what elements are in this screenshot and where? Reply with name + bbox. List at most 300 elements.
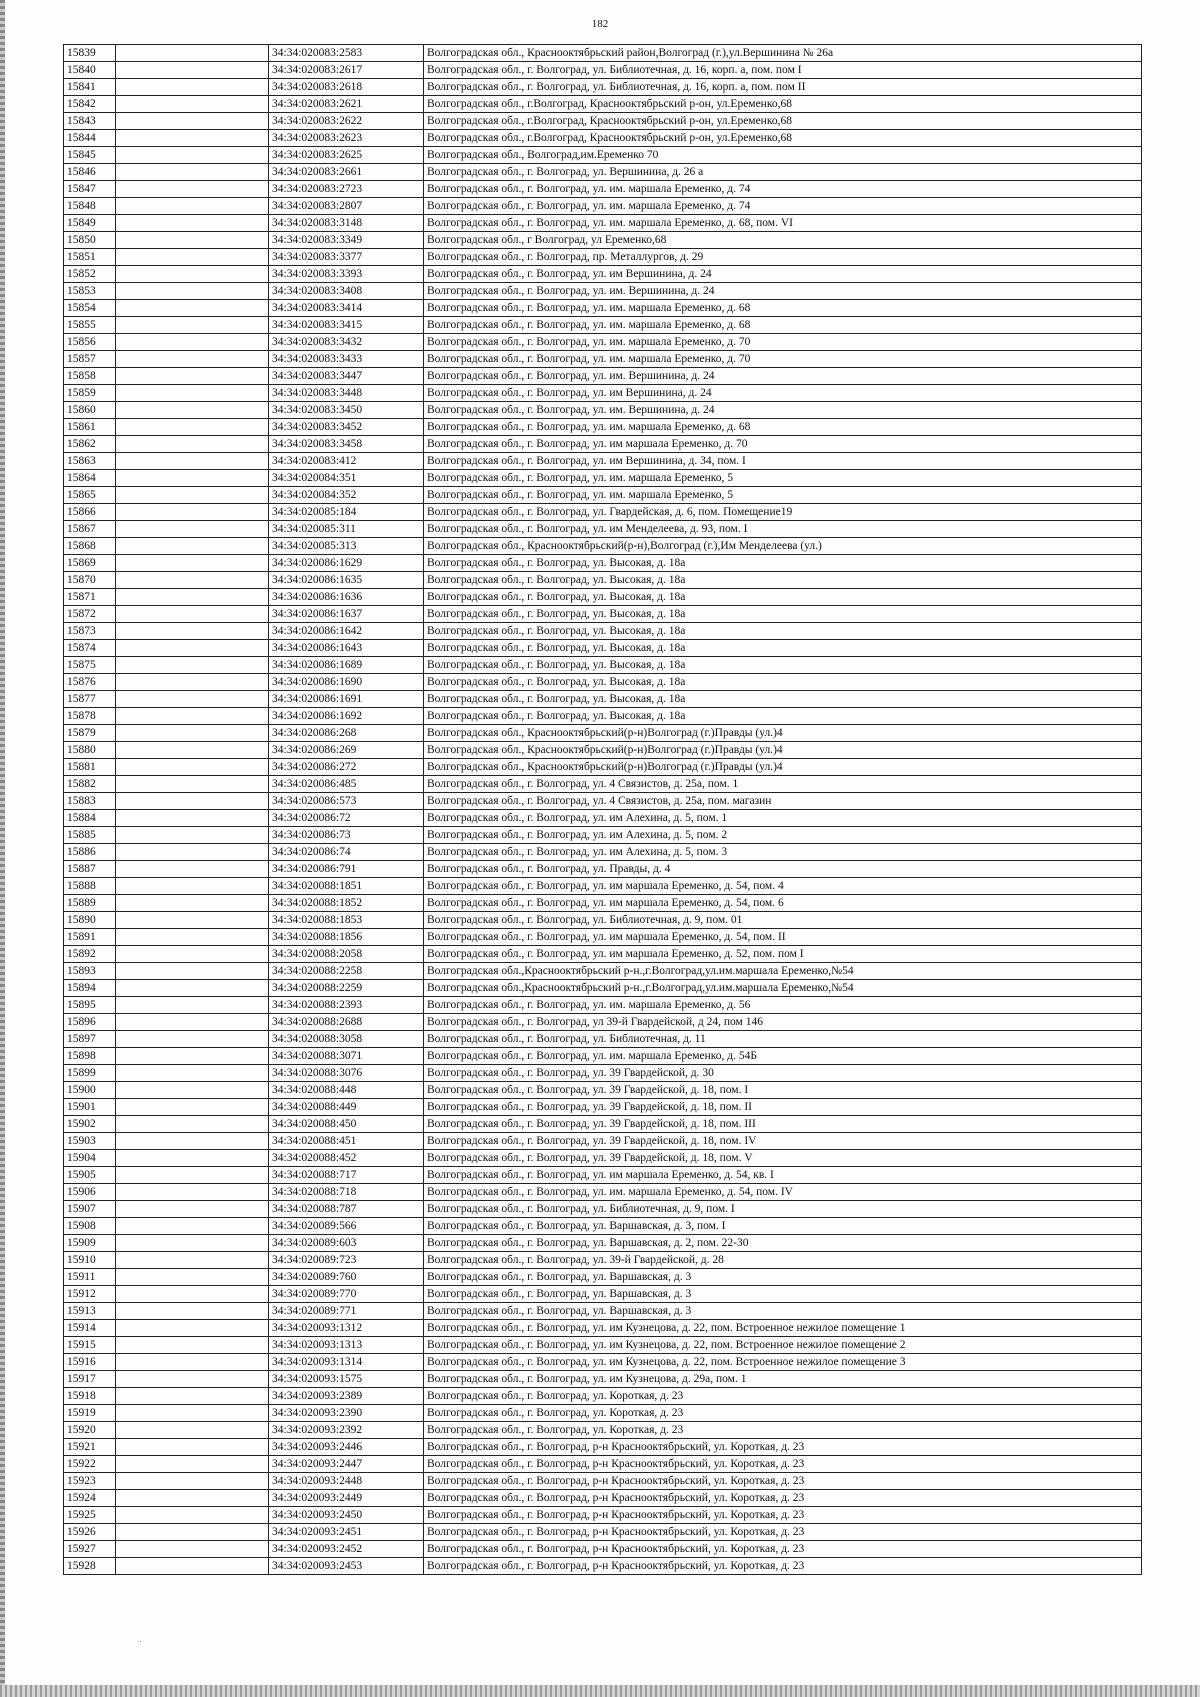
table-row	[64, 1048, 1142, 1065]
empty-cell	[116, 844, 269, 861]
table-row	[64, 640, 1142, 657]
row-number-cell: 15855	[64, 317, 116, 334]
empty-cell	[116, 470, 269, 487]
cadastral-number-cell: 34:34:020088:2259	[269, 980, 424, 997]
cadastral-number-cell: 34:34:020086:1689	[269, 657, 424, 674]
row-number-cell: 15858	[64, 368, 116, 385]
table-row	[64, 691, 1142, 708]
table-row	[64, 1303, 1142, 1320]
address-cell: Волгоградская обл., Краснооктябрьский(р-н)Волгоград (г.)Правды (ул.)4	[424, 759, 1142, 776]
row-number-cell: 15886	[64, 844, 116, 861]
address-cell: Волгоградская обл., г. Волгоград, р-н Краснооктябрьский, ул. Короткая, д. 23	[424, 1541, 1142, 1558]
row-number-cell: 15852	[64, 266, 116, 283]
cadastral-number-cell: 34:34:020088:3071	[269, 1048, 424, 1065]
table-row	[64, 1388, 1142, 1405]
table-row	[64, 249, 1142, 266]
address-cell: Волгоградская обл., г. Волгоград, р-н Краснооктябрьский, ул. Короткая, д. 23	[424, 1490, 1142, 1507]
empty-cell	[116, 113, 269, 130]
address-cell: Волгоградская обл., г. Волгоград, ул. 39 Гвардейской, д. 18, пом. IV	[424, 1133, 1142, 1150]
table-row	[64, 1507, 1142, 1524]
empty-cell	[116, 181, 269, 198]
address-cell: Волгоградская обл., г. Волгоград, ул. им маршала Еременко, д. 54, пом. 4	[424, 878, 1142, 895]
row-number-cell: 15909	[64, 1235, 116, 1252]
address-cell: Волгоградская обл., г. Волгоград, ул. Варшавская, д. 3	[424, 1303, 1142, 1320]
row-number-cell: 15863	[64, 453, 116, 470]
row-number-cell: 15924	[64, 1490, 116, 1507]
row-number-cell: 15861	[64, 419, 116, 436]
address-cell: Волгоградская обл., г. Волгоград, ул. им. маршала Еременко, 5	[424, 487, 1142, 504]
row-number-cell: 15883	[64, 793, 116, 810]
row-number-cell: 15922	[64, 1456, 116, 1473]
address-cell: Волгоградская обл., г. Волгоград, ул. им Кузнецова, д. 22, пом. Встроенное нежилое помещение 3	[424, 1354, 1142, 1371]
table-row	[64, 487, 1142, 504]
table-row	[64, 1218, 1142, 1235]
cadastral-number-cell: 34:34:020083:2621	[269, 96, 424, 113]
address-cell: Волгоградская обл., г. Волгоград, ул. им Кузнецова, д. 22, пом. Встроенное нежилое помещение 1	[424, 1320, 1142, 1337]
cadastral-number-cell: 34:34:020086:1629	[269, 555, 424, 572]
address-cell: Волгоградская обл., г. Волгоград, ул. им. Вершинина, д. 24	[424, 283, 1142, 300]
row-number-cell: 15912	[64, 1286, 116, 1303]
address-cell: Волгоградская обл., г. Волгоград, ул. им. Вершинина, д. 24	[424, 402, 1142, 419]
row-number-cell: 15864	[64, 470, 116, 487]
empty-cell	[116, 776, 269, 793]
cadastral-number-cell: 34:34:020083:3452	[269, 419, 424, 436]
row-number-cell: 15867	[64, 521, 116, 538]
empty-cell	[116, 300, 269, 317]
empty-cell	[116, 963, 269, 980]
row-number-cell: 15844	[64, 130, 116, 147]
empty-cell	[116, 1405, 269, 1422]
cadastral-number-cell: 34:34:020093:2449	[269, 1490, 424, 1507]
address-cell: Волгоградская обл., г. Волгоград, ул. им. маршала Еременко, д. 68	[424, 300, 1142, 317]
row-number-cell: 15919	[64, 1405, 116, 1422]
address-cell: Волгоградская обл., г. Волгоград, ул. Высокая, д. 18а	[424, 555, 1142, 572]
row-number-cell: 15845	[64, 147, 116, 164]
cadastral-number-cell: 34:34:020086:573	[269, 793, 424, 810]
cadastral-number-cell: 34:34:020083:3433	[269, 351, 424, 368]
row-number-cell: 15857	[64, 351, 116, 368]
empty-cell	[116, 640, 269, 657]
cadastral-number-cell: 34:34:020088:3058	[269, 1031, 424, 1048]
address-cell: Волгоградская обл., г. Волгоград, ул. Высокая, д. 18а	[424, 691, 1142, 708]
row-number-cell: 15906	[64, 1184, 116, 1201]
cadastral-number-cell: 34:34:020088:449	[269, 1099, 424, 1116]
table-row	[64, 963, 1142, 980]
row-number-cell: 15878	[64, 708, 116, 725]
cadastral-number-cell: 34:34:020086:1637	[269, 606, 424, 623]
cadastral-number-cell: 34:34:020089:770	[269, 1286, 424, 1303]
cadastral-number-cell: 34:34:020093:1575	[269, 1371, 424, 1388]
address-cell: Волгоградская обл., г. Волгоград, ул. им. маршала Еременко, д. 68	[424, 419, 1142, 436]
empty-cell	[116, 742, 269, 759]
empty-cell	[116, 317, 269, 334]
cadastral-number-cell: 34:34:020088:717	[269, 1167, 424, 1184]
address-cell: Волгоградская обл., г. Волгоград, ул. им. маршала Еременко, 5	[424, 470, 1142, 487]
address-cell: Волгоградская обл., г. Волгоград, ул. Высокая, д. 18а	[424, 623, 1142, 640]
table-row	[64, 453, 1142, 470]
empty-cell	[116, 657, 269, 674]
cadastral-number-cell: 34:34:020083:3415	[269, 317, 424, 334]
cadastral-number-cell: 34:34:020083:3448	[269, 385, 424, 402]
row-number-cell: 15870	[64, 572, 116, 589]
address-cell: Волгоградская обл., г. Волгоград, ул. Варшавская, д. 2, пом. 22-30	[424, 1235, 1142, 1252]
row-number-cell: 15860	[64, 402, 116, 419]
table-row	[64, 368, 1142, 385]
table-row	[64, 1065, 1142, 1082]
row-number-cell: 15846	[64, 164, 116, 181]
table-row	[64, 1099, 1142, 1116]
address-cell: Волгоградская обл., г. Волгоград, ул. им маршала Еременко, д. 52, пом. пом I	[424, 946, 1142, 963]
table-row	[64, 1286, 1142, 1303]
row-number-cell: 15877	[64, 691, 116, 708]
row-number-cell: 15854	[64, 300, 116, 317]
address-cell: Волгоградская обл., г. Волгоград, ул 39-й Гвардейской, д 24, пом 146	[424, 1014, 1142, 1031]
address-cell: Волгоградская обл., г. Волгоград, ул. 4 Связистов, д. 25а, пом. 1	[424, 776, 1142, 793]
table-row	[64, 827, 1142, 844]
address-cell: Волгоградская обл., г. Волгоград, ул. им Кузнецова, д. 22, пом. Встроенное нежилое помещение 2	[424, 1337, 1142, 1354]
cadastral-number-cell: 34:34:020086:1635	[269, 572, 424, 589]
address-cell: Волгоградская обл., г. Волгоград, ул. Вершинина, д. 26 а	[424, 164, 1142, 181]
table-row	[64, 1405, 1142, 1422]
row-number-cell: 15841	[64, 79, 116, 96]
cadastral-number-cell: 34:34:020086:1691	[269, 691, 424, 708]
empty-cell	[116, 1031, 269, 1048]
cadastral-number-cell: 34:34:020088:1856	[269, 929, 424, 946]
address-cell: Волгоградская обл., г. Волгоград, ул. им Вершинина, д. 24	[424, 385, 1142, 402]
scan-bottom-edge	[0, 1685, 1200, 1697]
table-row	[64, 198, 1142, 215]
address-cell: Волгоградская обл., г.Волгоград, Краснооктябрьский р-он, ул.Еременко,68	[424, 96, 1142, 113]
cadastral-number-cell: 34:34:020088:1851	[269, 878, 424, 895]
empty-cell	[116, 572, 269, 589]
address-cell: Волгоградская обл., г. Волгоград, ул. им Вершинина, д. 24	[424, 266, 1142, 283]
table-row	[64, 1422, 1142, 1439]
empty-cell	[116, 674, 269, 691]
table-row	[64, 861, 1142, 878]
cadastral-number-cell: 34:34:020093:2451	[269, 1524, 424, 1541]
empty-cell	[116, 1048, 269, 1065]
row-number-cell: 15872	[64, 606, 116, 623]
cadastral-number-cell: 34:34:020088:1853	[269, 912, 424, 929]
row-number-cell: 15873	[64, 623, 116, 640]
empty-cell	[116, 827, 269, 844]
empty-cell	[116, 1303, 269, 1320]
address-cell: Волгоградская обл., г. Волгоград, ул. им маршала Еременко, д. 54, кв. I	[424, 1167, 1142, 1184]
cadastral-number-cell: 34:34:020086:269	[269, 742, 424, 759]
row-number-cell: 15920	[64, 1422, 116, 1439]
cadastral-number-cell: 34:34:020093:2447	[269, 1456, 424, 1473]
table-row	[64, 266, 1142, 283]
empty-cell	[116, 1354, 269, 1371]
cadastral-number-cell: 34:34:020083:3450	[269, 402, 424, 419]
table-row	[64, 504, 1142, 521]
table-row	[64, 1320, 1142, 1337]
empty-cell	[116, 929, 269, 946]
cadastral-number-cell: 34:34:020083:2625	[269, 147, 424, 164]
empty-cell	[116, 708, 269, 725]
empty-cell	[116, 1099, 269, 1116]
table-row	[64, 1524, 1142, 1541]
cadastral-number-cell: 34:34:020086:1690	[269, 674, 424, 691]
table-row	[64, 1167, 1142, 1184]
address-cell: Волгоградская обл., г. Волгоград, ул. Высокая, д. 18а	[424, 589, 1142, 606]
cadastral-number-cell: 34:34:020083:3432	[269, 334, 424, 351]
table-row	[64, 946, 1142, 963]
cadastral-number-cell: 34:34:020086:1642	[269, 623, 424, 640]
table-row	[64, 45, 1142, 62]
row-number-cell: 15911	[64, 1269, 116, 1286]
row-number-cell: 15892	[64, 946, 116, 963]
empty-cell	[116, 1286, 269, 1303]
row-number-cell: 15888	[64, 878, 116, 895]
cadastral-number-cell: 34:34:020086:1692	[269, 708, 424, 725]
cadastral-number-cell: 34:34:020088:1852	[269, 895, 424, 912]
cadastral-number-cell: 34:34:020088:2058	[269, 946, 424, 963]
table-row	[64, 130, 1142, 147]
empty-cell	[116, 1014, 269, 1031]
row-number-cell: 15881	[64, 759, 116, 776]
address-cell: Волгоградская обл., Волгоград,им.Еременко 70	[424, 147, 1142, 164]
address-cell: Волгоградская обл., г. Волгоград, р-н Краснооктябрьский, ул. Короткая, д. 23	[424, 1524, 1142, 1541]
empty-cell	[116, 980, 269, 997]
cadastral-number-cell: 34:34:020088:787	[269, 1201, 424, 1218]
cadastral-number-cell: 34:34:020083:2618	[269, 79, 424, 96]
cadastral-number-cell: 34:34:020088:452	[269, 1150, 424, 1167]
table-row	[64, 1116, 1142, 1133]
address-cell: Волгоградская обл., г. Волгоград, ул. Варшавская, д. 3	[424, 1286, 1142, 1303]
table-row	[64, 708, 1142, 725]
cadastral-number-cell: 34:34:020083:3377	[269, 249, 424, 266]
row-number-cell: 15862	[64, 436, 116, 453]
empty-cell	[116, 912, 269, 929]
empty-cell	[116, 1558, 269, 1575]
address-cell: Волгоградская обл., г. Волгоград, ул. им. маршала Еременко, д. 74	[424, 198, 1142, 215]
table-row	[64, 980, 1142, 997]
row-number-cell: 15847	[64, 181, 116, 198]
table-row	[64, 844, 1142, 861]
table-row	[64, 793, 1142, 810]
address-cell: Волгоградская обл., г. Волгоград, ул. 4 Связистов, д. 25а, пом. магазин	[424, 793, 1142, 810]
cadastral-number-cell: 34:34:020093:2450	[269, 1507, 424, 1524]
row-number-cell: 15917	[64, 1371, 116, 1388]
empty-cell	[116, 1456, 269, 1473]
table-row	[64, 623, 1142, 640]
empty-cell	[116, 45, 269, 62]
address-cell: Волгоградская обл., г. Волгоград, ул. Высокая, д. 18а	[424, 674, 1142, 691]
cadastral-number-cell: 34:34:020085:311	[269, 521, 424, 538]
cadastral-number-cell: 34:34:020086:1636	[269, 589, 424, 606]
row-number-cell: 15899	[64, 1065, 116, 1082]
table-row	[64, 385, 1142, 402]
cadastral-number-cell: 34:34:020093:2389	[269, 1388, 424, 1405]
address-cell: Волгоградская обл., г. Волгоград, ул. им Кузнецова, д. 29а, пом. 1	[424, 1371, 1142, 1388]
address-cell: Волгоградская обл., Краснооктябрьский(р-н)Волгоград (г.)Правды (ул.)4	[424, 725, 1142, 742]
empty-cell	[116, 1371, 269, 1388]
empty-cell	[116, 725, 269, 742]
cadastral-number-cell: 34:34:020083:3447	[269, 368, 424, 385]
empty-cell	[116, 521, 269, 538]
table-row	[64, 232, 1142, 249]
table-row	[64, 1354, 1142, 1371]
cadastral-number-cell: 34:34:020086:791	[269, 861, 424, 878]
empty-cell	[116, 878, 269, 895]
row-number-cell: 15869	[64, 555, 116, 572]
empty-cell	[116, 1524, 269, 1541]
table-row	[64, 997, 1142, 1014]
address-cell: Волгоградская обл., г. Волгоград, ул. Гвардейская, д. 6, пом. Помещение19	[424, 504, 1142, 521]
empty-cell	[116, 1252, 269, 1269]
row-number-cell: 15905	[64, 1167, 116, 1184]
cadastral-number-cell: 34:34:020088:2688	[269, 1014, 424, 1031]
empty-cell	[116, 1184, 269, 1201]
address-cell: Волгоградская обл., г. Волгоград, ул. им Алехина, д. 5, пом. 1	[424, 810, 1142, 827]
scan-left-edge	[0, 0, 5, 1697]
empty-cell	[116, 130, 269, 147]
row-number-cell: 15918	[64, 1388, 116, 1405]
address-cell: Волгоградская обл., г. Волгоград, ул. им маршала Еременко, д. 54, пом. 6	[424, 895, 1142, 912]
table-row	[64, 810, 1142, 827]
row-number-cell: 15865	[64, 487, 116, 504]
address-cell: Волгоградская обл., Краснооктябрьский район,Волгоград (г.),ул.Вершинина № 26а	[424, 45, 1142, 62]
empty-cell	[116, 1337, 269, 1354]
empty-cell	[116, 1133, 269, 1150]
cadastral-number-cell: 34:34:020083:412	[269, 453, 424, 470]
row-number-cell: 15879	[64, 725, 116, 742]
table-row	[64, 1371, 1142, 1388]
cadastral-number-cell: 34:34:020084:351	[269, 470, 424, 487]
cadastral-number-cell: 34:34:020086:1643	[269, 640, 424, 657]
empty-cell	[116, 385, 269, 402]
cadastral-number-cell: 34:34:020086:485	[269, 776, 424, 793]
row-number-cell: 15853	[64, 283, 116, 300]
cadastral-number-cell: 34:34:020083:3414	[269, 300, 424, 317]
cadastral-number-cell: 34:34:020089:566	[269, 1218, 424, 1235]
empty-cell	[116, 1541, 269, 1558]
empty-cell	[116, 1269, 269, 1286]
address-cell: Волгоградская обл., г Волгоград, ул Еременко,68	[424, 232, 1142, 249]
row-number-cell: 15868	[64, 538, 116, 555]
cadastral-number-cell: 34:34:020086:272	[269, 759, 424, 776]
empty-cell	[116, 368, 269, 385]
row-number-cell: 15859	[64, 385, 116, 402]
cadastral-number-cell: 34:34:020088:3076	[269, 1065, 424, 1082]
address-cell: Волгоградская обл., г. Волгоград, ул. 39 Гвардейской, д. 30	[424, 1065, 1142, 1082]
row-number-cell: 15913	[64, 1303, 116, 1320]
empty-cell	[116, 759, 269, 776]
address-cell: Волгоградская обл., Краснооктябрьский(р-н)Волгоград (г.)Правды (ул.)4	[424, 742, 1142, 759]
address-cell: Волгоградская обл., г. Волгоград, р-н Краснооктябрьский, ул. Короткая, д. 23	[424, 1473, 1142, 1490]
row-number-cell: 15900	[64, 1082, 116, 1099]
row-number-cell: 15866	[64, 504, 116, 521]
empty-cell	[116, 198, 269, 215]
address-cell: Волгоградская обл., г. Волгоград, р-н Краснооктябрьский, ул. Короткая, д. 23	[424, 1439, 1142, 1456]
address-cell: Волгоградская обл., г. Волгоград, ул. Библиотечная, д. 16, корп. а, пом. пом II	[424, 79, 1142, 96]
empty-cell	[116, 1439, 269, 1456]
table-row	[64, 929, 1142, 946]
address-cell: Волгоградская обл., г. Волгоград, ул. 39 Гвардейской, д. 18, пом. II	[424, 1099, 1142, 1116]
cadastral-number-cell: 34:34:020089:771	[269, 1303, 424, 1320]
address-cell: Волгоградская обл., г. Волгоград, ул. 39 Гвардейской, д. 18, пом. III	[424, 1116, 1142, 1133]
cadastral-number-cell: 34:34:020084:352	[269, 487, 424, 504]
row-number-cell: 15927	[64, 1541, 116, 1558]
scan-speck	[140, 1641, 141, 1642]
address-cell: Волгоградская обл., г. Волгоград, пр. Металлургов, д. 29	[424, 249, 1142, 266]
empty-cell	[116, 266, 269, 283]
row-number-cell: 15893	[64, 963, 116, 980]
row-number-cell: 15876	[64, 674, 116, 691]
row-number-cell: 15897	[64, 1031, 116, 1048]
row-number-cell: 15889	[64, 895, 116, 912]
page-number: 182	[591, 18, 609, 30]
cadastral-number-cell: 34:34:020083:3148	[269, 215, 424, 232]
row-number-cell: 15907	[64, 1201, 116, 1218]
address-cell: Волгоградская обл., г. Волгоград, ул. им маршала Еременко, д. 70	[424, 436, 1142, 453]
address-cell: Волгоградская обл., г. Волгоград, ул. Варшавская, д. 3, пом. I	[424, 1218, 1142, 1235]
table-row	[64, 300, 1142, 317]
address-cell: Волгоградская обл., г. Волгоград, ул. Короткая, д. 23	[424, 1422, 1142, 1439]
empty-cell	[116, 861, 269, 878]
address-cell: Волгоградская обл., г. Волгоград, ул. им. маршала Еременко, д. 68	[424, 317, 1142, 334]
table-row	[64, 1490, 1142, 1507]
address-cell: Волгоградская обл., г. Волгоград, ул. им. маршала Еременко, д. 70	[424, 351, 1142, 368]
address-cell: Волгоградская обл., г. Волгоград, ул. им Вершинина, д. 34, пом. I	[424, 453, 1142, 470]
empty-cell	[116, 283, 269, 300]
cadastral-number-cell: 34:34:020093:2446	[269, 1439, 424, 1456]
empty-cell	[116, 1167, 269, 1184]
row-number-cell: 15895	[64, 997, 116, 1014]
empty-cell	[116, 1422, 269, 1439]
row-number-cell: 15884	[64, 810, 116, 827]
cadastral-number-cell: 34:34:020083:3458	[269, 436, 424, 453]
empty-cell	[116, 402, 269, 419]
address-cell: Волгоградская обл., г.Волгоград, Краснооктябрьский р-он, ул.Еременко,68	[424, 130, 1142, 147]
cadastral-number-cell: 34:34:020085:184	[269, 504, 424, 521]
table-row	[64, 878, 1142, 895]
address-cell: Волгоградская обл., г. Волгоград, р-н Краснооктябрьский, ул. Короткая, д. 23	[424, 1456, 1142, 1473]
cadastral-number-cell: 34:34:020086:268	[269, 725, 424, 742]
table-row	[64, 1184, 1142, 1201]
table-row	[64, 96, 1142, 113]
table-row	[64, 1439, 1142, 1456]
table-row	[64, 351, 1142, 368]
empty-cell	[116, 1235, 269, 1252]
row-number-cell: 15875	[64, 657, 116, 674]
table-row	[64, 164, 1142, 181]
cadastral-number-cell: 34:34:020088:2393	[269, 997, 424, 1014]
table-row	[64, 215, 1142, 232]
cadastral-number-cell: 34:34:020093:2390	[269, 1405, 424, 1422]
address-cell: Волгоградская обл., г. Волгоград, ул. Правды, д. 4	[424, 861, 1142, 878]
empty-cell	[116, 215, 269, 232]
row-number-cell: 15871	[64, 589, 116, 606]
row-number-cell: 15926	[64, 1524, 116, 1541]
address-cell: Волгоградская обл., г. Волгоград, ул. им Менделеева, д. 93, пом. I	[424, 521, 1142, 538]
table-row	[64, 113, 1142, 130]
empty-cell	[116, 62, 269, 79]
cadastral-number-cell: 34:34:020093:2452	[269, 1541, 424, 1558]
row-number-cell: 15908	[64, 1218, 116, 1235]
table-row	[64, 1456, 1142, 1473]
address-cell: Волгоградская обл., Краснооктябрьский(р-н),Волгоград (г.),Им Менделеева (ул.)	[424, 538, 1142, 555]
row-number-cell: 15851	[64, 249, 116, 266]
table-row	[64, 1150, 1142, 1167]
cadastral-number-cell: 34:34:020086:72	[269, 810, 424, 827]
empty-cell	[116, 79, 269, 96]
cadastral-number-cell: 34:34:020083:2622	[269, 113, 424, 130]
address-cell: Волгоградская обл.,Краснооктябрьский р-н.,г.Волгоград,ул.им.маршала Еременко,№54	[424, 980, 1142, 997]
row-number-cell: 15901	[64, 1099, 116, 1116]
empty-cell	[116, 793, 269, 810]
